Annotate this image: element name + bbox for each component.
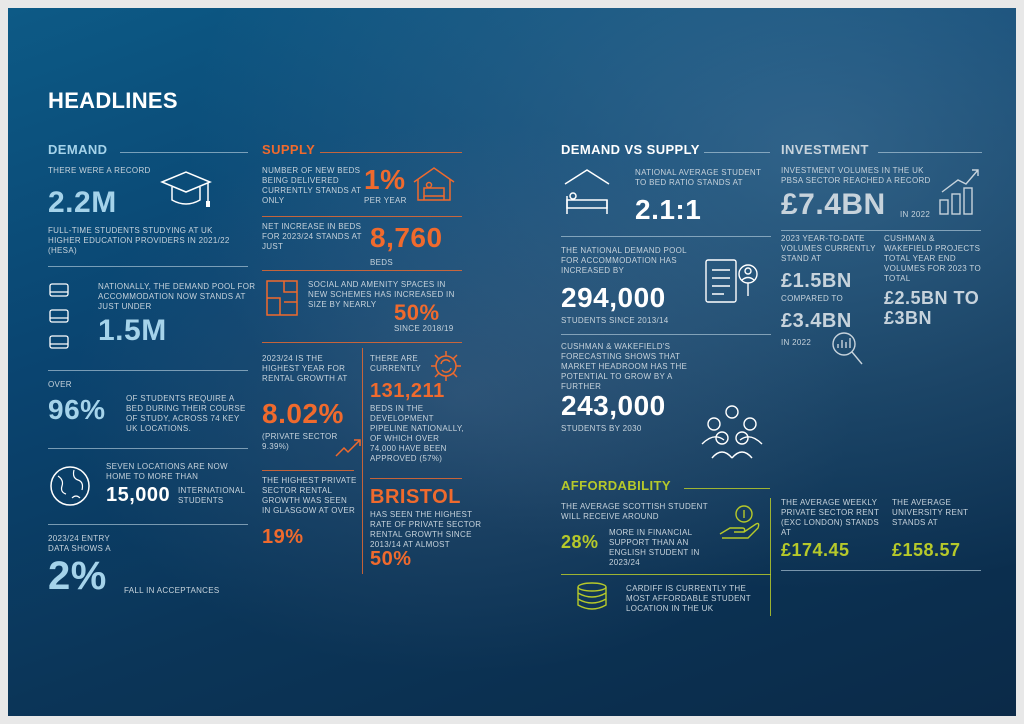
afford-private-value: £174.45 [781,540,850,560]
investment-proj-value: £2.5BN TO £3BN [884,288,980,328]
investment-ytd-value: £1.5BN [781,270,852,292]
house-outline-icon [561,166,613,220]
afford-scot-desc: THE AVERAGE SCOTTISH STUDENT WILL RECEIVE AROUND [561,502,708,521]
supply-glasgow-desc: THE HIGHEST PRIVATE SECTOR RENTAL GROWTH WAS SEEN IN GLASGOW AT OVER [262,476,357,515]
document-person-icon [704,256,760,306]
supply-net-value: 8,760 [370,222,443,253]
gear-cycle-icon [428,348,464,384]
dvs-rule [704,152,770,153]
supply-pipeline-desc: BEDS IN THE DEVELOPMENT PIPELINE NATIONALLY, OF WHICH OVER 74,000 HAVE BEEN APPROVED (57%) [370,404,465,463]
investment-record-desc: INVESTMENT VOLUMES IN THE UK PBSA SECTOR REACHED A RECORD [781,166,931,185]
demand-bed-value: 96% [48,394,106,425]
coin-stack-icon [575,582,609,612]
investment-record-value: £7.4BN [781,188,886,221]
afford-uni-desc: THE AVERAGE UNIVERSITY RENT STANDS AT [892,498,969,527]
demand-divider-4 [48,524,248,525]
dvs-heading: DEMAND VS SUPPLY [561,142,700,157]
supply-social-since: SINCE 2018/19 [394,324,454,333]
demand-record-intro: THERE WERE A RECORD [48,166,151,175]
afford-private-desc: THE AVERAGE WEEKLY PRIVATE SECTOR RENT (EXC LONDON) STANDS AT [781,498,880,537]
bed-icon [48,280,70,360]
dvs-pool-since: STUDENTS SINCE 2013/14 [561,316,669,325]
demand-heading: DEMAND [48,142,108,157]
dvs-ratio-value: 2.1:1 [635,194,702,225]
supply-divider-2 [262,270,462,271]
supply-rental-desc: 2023/24 IS THE HIGHEST YEAR FOR RENTAL GROWTH AT [262,354,348,383]
afford-scot-value: 28% [561,532,599,552]
supply-beds-unit: PER YEAR [364,196,407,205]
affordability-rule [684,488,770,489]
dvs-forecast-value: 243,000 [561,390,666,421]
dvs-forecast-by: STUDENTS BY 2030 [561,424,642,433]
demand-divider-1 [48,266,248,267]
supply-pipeline-value: 131,211 [370,380,445,402]
investment-prev-value: £3.4BN [781,310,852,332]
dvs-pool-value: 294,000 [561,282,666,313]
supply-divider-3 [262,342,462,343]
demand-intl-intro: SEVEN LOCATIONS ARE NOW HOME TO MORE THAN [106,462,228,481]
supply-beds-value: 1% [364,164,406,195]
demand-divider-3 [48,448,248,449]
floor-plan-icon [264,278,300,318]
supply-rental-value: 8.02% [262,398,344,429]
supply-vertical-rule [362,348,363,574]
supply-net-desc: NET INCREASE IN BEDS FOR 2023/24 STANDS AT JUST [262,222,362,251]
hand-coin-icon [718,500,762,544]
investment-proj-desc: CUSHMAN & WAKEFIELD PROJECTS TOTAL YEAR END VOLUMES FOR 2023 TO TOTAL [884,234,981,283]
demand-bed-desc: OF STUDENTS REQUIRE A BED DURING THEIR COURSE OF STUDY, ACROSS 74 KEY UK LOCATIONS. [126,394,246,433]
investment-rule [878,152,982,153]
demand-pool-value: 1.5M [98,314,167,347]
supply-rental-note: (PRIVATE SECTOR 9.39%) [262,432,338,451]
supply-bristol-desc: HAS SEEN THE HIGHEST RATE OF PRIVATE SECTOR RENTAL GROWTH SINCE 2013/14 AT ALMOST [370,510,482,549]
demand-intl-value: 15,000 [106,484,171,506]
investment-divider-1 [781,230,981,231]
supply-beds-desc: NUMBER OF NEW BEDS BEING DELIVERED CURRENTLY STANDS AT ONLY [262,166,362,205]
dvs-ratio-desc: NATIONAL AVERAGE STUDENT TO BED RATIO STANDS AT [635,168,762,187]
dvs-divider-2 [561,334,771,335]
investment-record-year: IN 2022 [900,210,931,219]
investment-heading: INVESTMENT [781,142,869,157]
affordability-heading: AFFORDABILITY [561,478,671,493]
afford-vertical-rule [770,498,771,616]
afford-divider-1 [561,574,771,575]
supply-social-value: 50% [394,300,440,325]
demand-intl-desc: INTERNATIONAL STUDENTS [178,486,246,505]
demand-entry-value: 2% [48,554,107,598]
supply-heading: SUPPLY [262,142,316,157]
afford-cardiff-desc: CARDIFF IS CURRENTLY THE MOST AFFORDABLE STUDENT LOCATION IN THE UK [626,584,751,613]
page-title: HEADLINES [48,88,178,113]
arrow-up-icon [334,436,362,458]
supply-divider-5 [370,478,462,479]
dvs-pool-desc: THE NATIONAL DEMAND POOL FOR ACCOMMODATION HAS INCREASED BY [561,246,687,275]
graduation-cap-icon [158,168,214,218]
demand-record-value: 2.2M [48,186,117,219]
demand-record-desc: FULL-TIME STUDENTS STUDYING AT UK HIGHER EDUCATION PROVIDERS IN 2021/22 (HESA) [48,226,230,255]
supply-glasgow-value: 19% [262,526,304,548]
supply-pipeline-intro: THERE ARE CURRENTLY [370,354,422,373]
supply-net-unit: BEDS [370,258,393,267]
dvs-forecast-desc: CUSHMAN & WAKEFIELD'S FORECASTING SHOWS THAT MARKET HEADROOM HAS THE POTENTIAL TO GROW BY A FURTHER [561,342,688,391]
demand-over-label: OVER [48,380,72,389]
investment-prev-year: IN 2022 [781,338,812,347]
demand-rule [120,152,248,153]
demand-entry-desc: FALL IN ACCEPTANCES [124,586,220,595]
bar-chart-icon [938,166,982,216]
headlines-page [8,8,1016,716]
demand-pool-desc: NATIONALLY, THE DEMAND POOL FOR ACCOMMODATION NOW STANDS AT JUST UNDER [98,282,256,311]
demand-divider-2 [48,370,248,371]
people-group-icon [700,404,764,460]
afford-uni-value: £158.57 [892,540,961,560]
globe-icon [48,464,92,508]
supply-social-desc: SOCIAL AND AMENITY SPACES IN NEW SCHEMES HAS INCREASED IN SIZE BY NEARLY [308,280,455,309]
supply-bristol-value: BRISTOL [370,486,461,508]
demand-entry-intro: 2023/24 ENTRY DATA SHOWS A [48,534,111,553]
magnifier-chart-icon [830,330,864,366]
afford-divider-2 [781,570,981,571]
supply-bristol-pct: 50% [370,548,412,570]
house-bed-icon [410,164,458,204]
supply-divider-1 [262,216,462,217]
supply-divider-4 [262,470,354,471]
dvs-divider-1 [561,236,771,237]
investment-ytd-desc: 2023 YEAR-TO-DATE VOLUMES CURRENTLY STAND AT [781,234,876,263]
investment-compared: COMPARED TO [781,294,843,303]
supply-rule [320,152,462,153]
afford-scot-more: MORE IN FINANCIAL SUPPORT THAN AN ENGLISH STUDENT IN 2023/24 [609,528,700,567]
